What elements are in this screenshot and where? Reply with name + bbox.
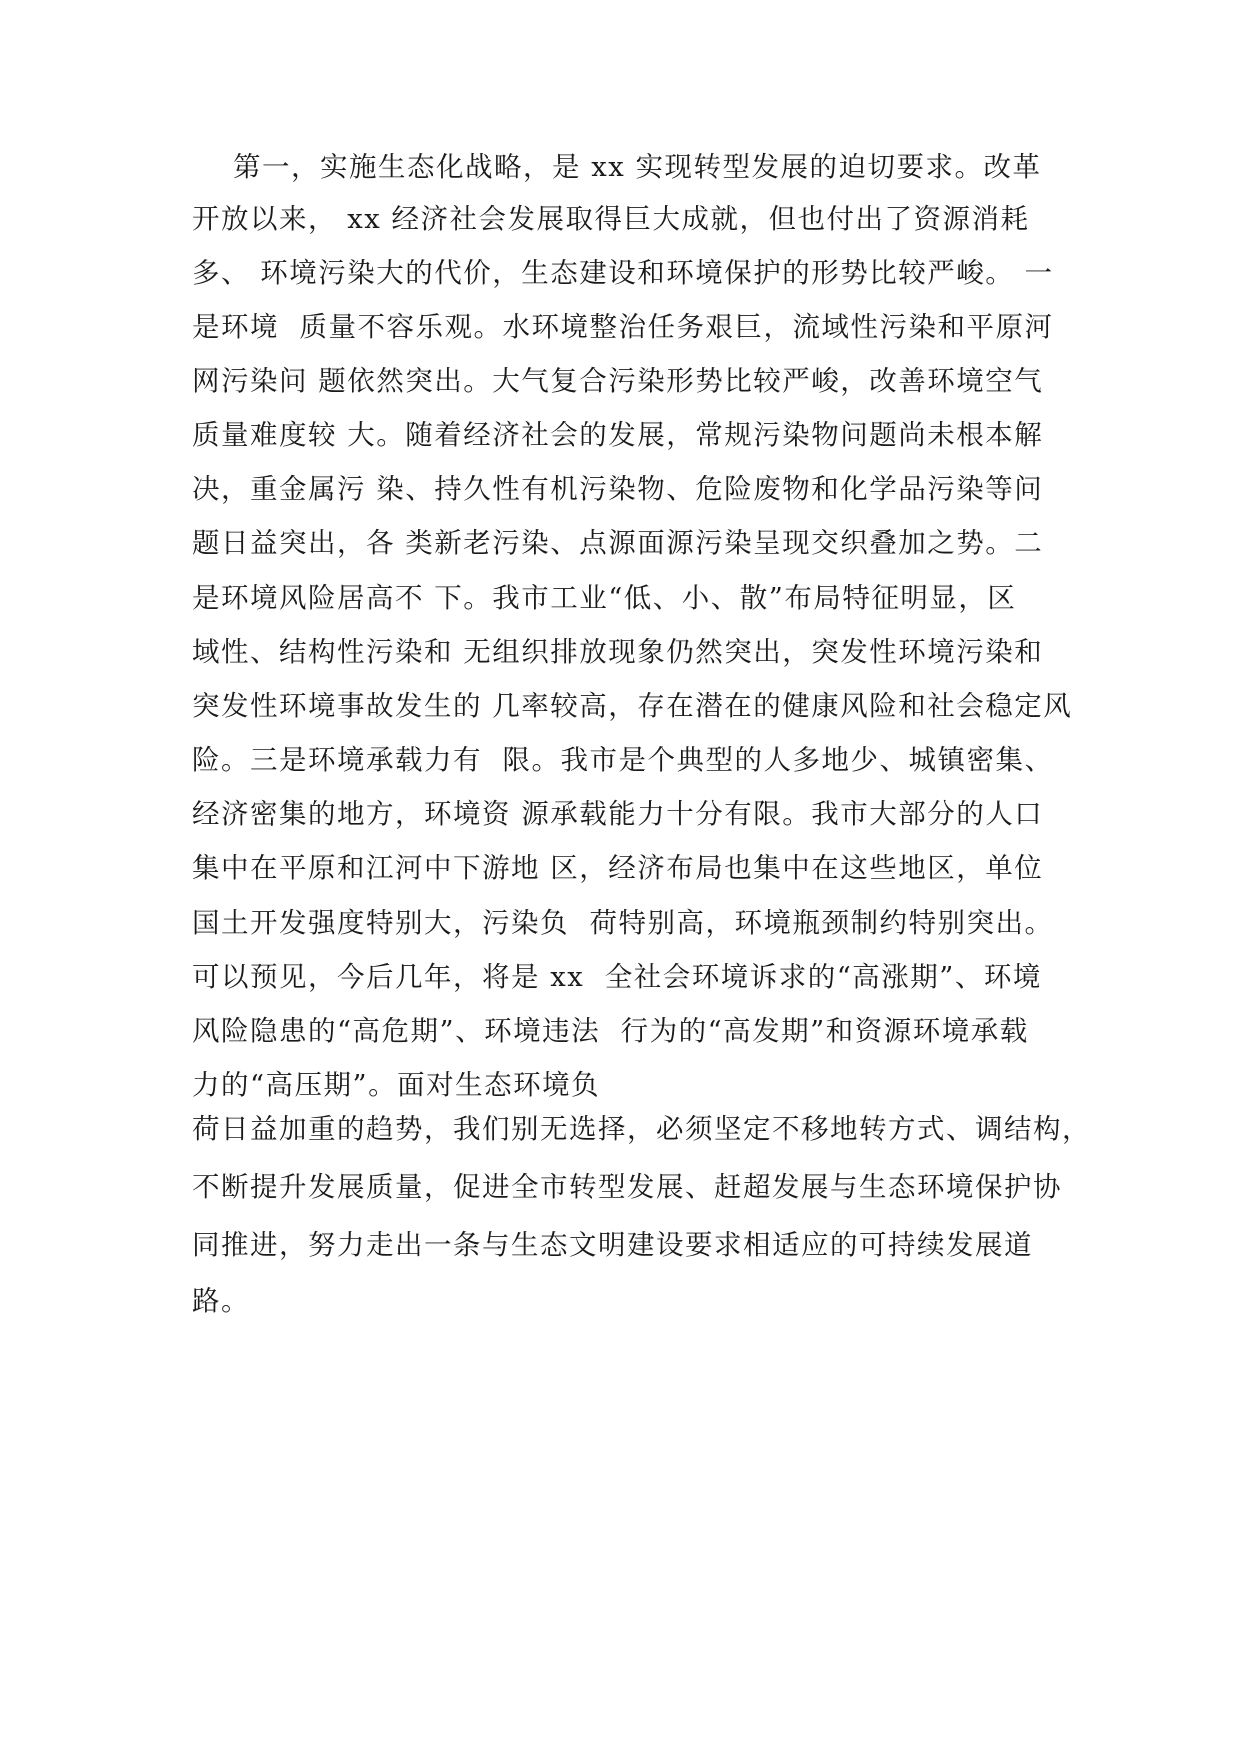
paragraph-line-21: 同推进，努力走出一条与生态文明建设要求相适应的可持续发展道	[192, 1229, 1033, 1261]
paragraph-line-18: 力的“高压期”。面对生态环境负	[192, 1069, 601, 1101]
paragraph-line-16: 可以预见，今后几年，将是 xx 全社会环境诉求的“高涨期”、环境	[192, 961, 1042, 993]
paragraph-line-19: 荷日益加重的趋势，我们别无选择，必须坚定不移地转方式、调结构，	[192, 1113, 1091, 1145]
paragraph-line-12: 险。三是环境承载力有 限。我市是个典型的人多地少、城镇密集、	[192, 744, 1054, 776]
paragraph-line-9: 是环境风险居高不 下。我市工业“低、小、散”布局特征明显，区	[192, 582, 1017, 614]
paragraph-line-20: 不断提升发展质量，促进全市转型发展、赶超发展与生态环境保护协	[192, 1171, 1062, 1203]
paragraph-line-3: 多、 环境污染大的代价，生态建设和环境保护的形势比较严峻。 一	[192, 257, 1054, 289]
paragraph-line-17: 风险隐患的“高危期”、环境违法 行为的“高发期”和资源环境承载	[192, 1015, 1029, 1047]
paragraph-line-8: 题日益突出，各 类新老污染、点源面源污染呈现交织叠加之势。二	[192, 527, 1044, 559]
paragraph-line-1: 第一，实施生态化战略，是 xx 实现转型发展的迫切要求。改革	[192, 151, 1042, 183]
paragraph-line-14: 集中在平原和江河中下游地 区，经济布局也集中在这些地区，单位	[192, 852, 1044, 884]
paragraph-line-22: 路。	[192, 1285, 250, 1317]
paragraph-line-5: 网污染问 题依然突出。大气复合污染形势比较严峻，改善环境空气	[192, 365, 1044, 397]
paragraph-line-10: 域性、结构性污染和 无组织排放现象仍然突出，突发性环境污染和	[192, 636, 1044, 668]
paragraph-line-6: 质量难度较 大。随着经济社会的发展，常规污染物问题尚未根本解	[192, 419, 1044, 451]
paragraph-line-7: 决，重金属污 染、持久性有机污染物、危险废物和化学品污染等问	[192, 473, 1044, 505]
paragraph-line-2: 开放以来， xx 经济社会发展取得巨大成就，但也付出了资源消耗	[192, 203, 1030, 235]
paragraph-line-15: 国土开发强度特别大，污染负 荷特别高，环境瓶颈制约特别突出。	[192, 907, 1054, 939]
paragraph-line-13: 经济密集的地方，环境资 源承载能力十分有限。我市大部分的人口	[192, 798, 1044, 830]
paragraph-line-4: 是环境 质量不容乐观。水环境整治任务艰巨，流域性污染和平原河	[192, 311, 1054, 343]
paragraph-line-11: 突发性环境事故发生的 几率较高，存在潜在的健康风险和社会稳定风	[192, 690, 1073, 722]
